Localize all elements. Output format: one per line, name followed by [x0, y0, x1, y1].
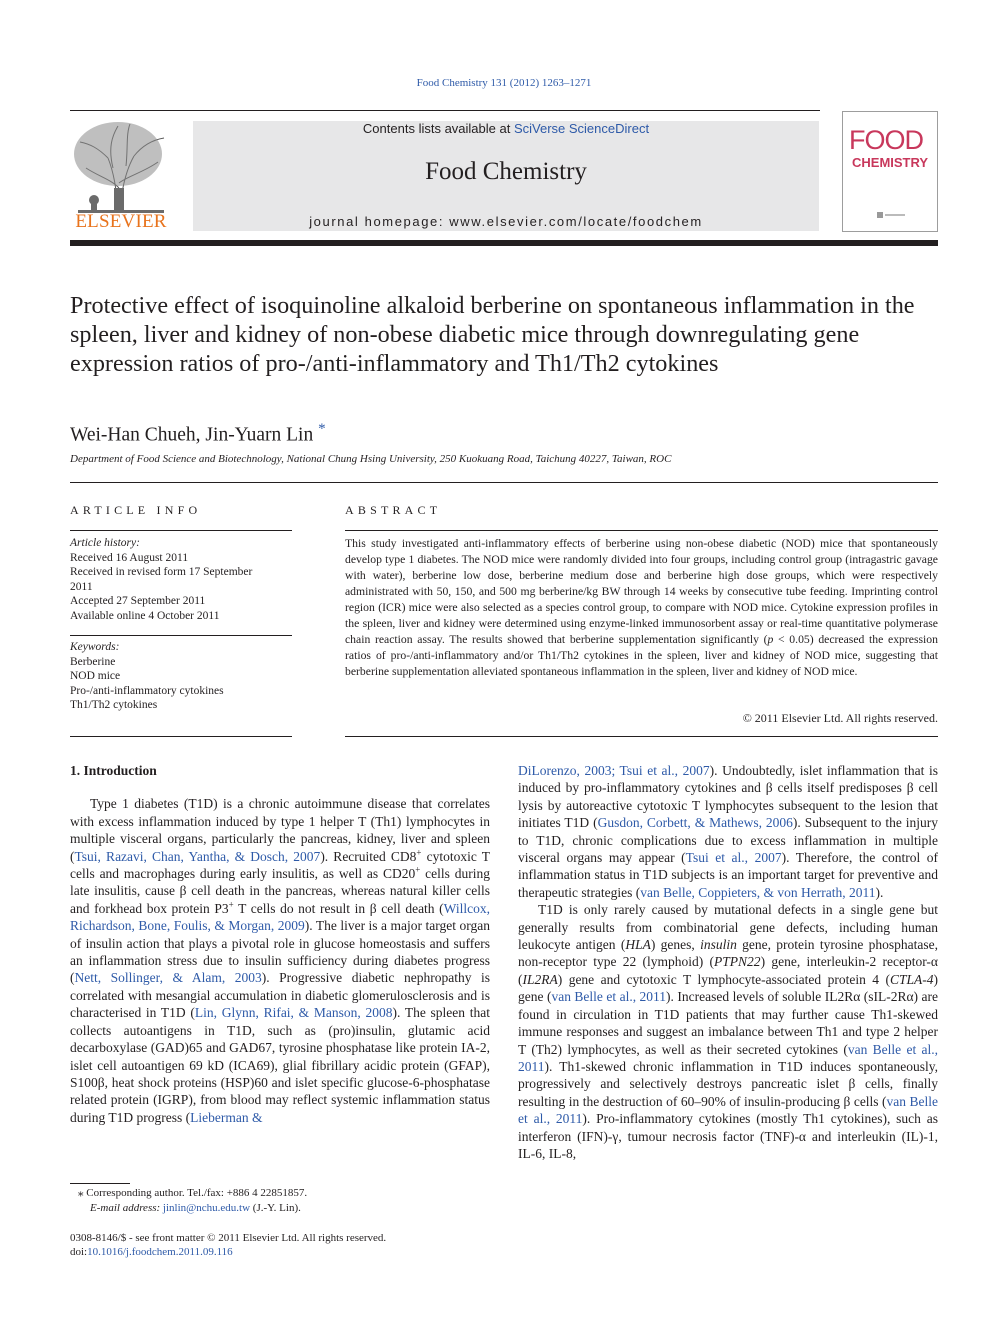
- citation-link[interactable]: Nett, Sollinger, & Alam, 2003: [74, 970, 262, 986]
- paragraph-text: ). Subsequent to the injury to T1D, chronic complications due to excess inflammation in multiple visceral organs may appear (: [518, 815, 938, 866]
- journal-masthead: [193, 121, 819, 231]
- email-footnote: E-mail address: jinlin@nchu.edu.tw (J.-Y. Lin).: [90, 1202, 301, 1214]
- paragraph-text: cytotoxic T cells and macrophages during early insulitis, as well as CD20: [70, 848, 490, 882]
- abstract-copyright: © 2011 Elsevier Ltd. All rights reserved.: [742, 711, 938, 725]
- paragraph-text: ).: [875, 884, 884, 900]
- citation-link[interactable]: Lin, Glynn, Rifai, & Manson, 2008: [194, 1005, 393, 1021]
- citation-link[interactable]: van Belle et al., 2011: [518, 1093, 939, 1127]
- affiliation-rule: [70, 482, 938, 483]
- citation-link[interactable]: DiLorenzo, 2003; Tsui et al., 2007: [518, 763, 710, 778]
- gene-symbol: PTPN22: [714, 954, 761, 970]
- keyword-item: Pro-/anti-inflammatory cytokines: [70, 684, 224, 697]
- article-history: [70, 536, 292, 623]
- corresponding-author-mark[interactable]: *: [318, 421, 326, 437]
- paragraph-text: ). Th1-skewed chronic inflammation in T1D induces spontaneously, progressively and selectively destroys pancreatic islet β cells, finally resulting in the destruction of 60–90% of insulin-producing β cells (: [518, 1058, 938, 1109]
- corresponding-author-footnote: ⁎ Corresponding author. Tel./fax: +886 4 22851857.: [78, 1187, 308, 1199]
- intro-paragraph: [518, 762, 938, 901]
- superscript: +: [415, 864, 421, 875]
- cover-title-chemistry: CHEMISTRY: [852, 155, 929, 170]
- paragraph-text: ) gene and cytotoxic T lymphocyte-associated protein 4 (: [557, 971, 890, 987]
- citation-link[interactable]: van Belle, Coppieters, & von Herrath, 2011: [640, 884, 876, 900]
- paragraph-text: ). The liver is a major target organ of insulin action that plays a pivotal role in glucose homeostasis and suffers an inflammation stress due to insulin sufficiency during diabetes progress (: [70, 918, 490, 986]
- gene-symbol: IL2RA: [522, 971, 558, 987]
- paragraph-text: ). Recruited CD8: [320, 848, 417, 864]
- citation-link[interactable]: Lieberman &: [190, 1109, 263, 1125]
- article-info-rule: [70, 530, 292, 531]
- issn-line: 0308-8146/$ - see front matter © 2011 Elsevier Ltd. All rights reserved.: [70, 1232, 387, 1244]
- intro-paragraph: [518, 901, 938, 1162]
- history-received: Received 16 August 2011: [70, 551, 189, 564]
- article-title: Protective effect of isoquinoline alkaloid berberine on spontaneous inflammation in the spleen, liver and kidney of non-obese diabetic mice through downregulating gene expression ratios of pro-/anti-inflammatory and Th1/Th2 cytokines: [70, 292, 915, 377]
- paragraph-text: cells during late insulitis, cause β cell death in the pancreas, whereas natural killer cells and forkhead box protein P3: [70, 866, 490, 916]
- header-rule: [70, 110, 820, 111]
- paragraph-text: Type 1 diabetes (T1D) is a chronic autoimmune disease that correlates with excess inflammation induced by type 1 helper T (Th1) lymphocytes in multiple visceral organs, particularly the pancreas, kidney, liver and spleen (: [70, 796, 490, 864]
- author-affiliation: Department of Food Science and Biotechnology, National Chung Hsing University, 250 Kuokuang Road, Taichung 40227, Taiwan, ROC: [70, 453, 672, 465]
- paragraph-text: ) gene, interleukin-2 receptor-α (: [518, 954, 938, 987]
- introduction-heading: 1. Introduction: [70, 763, 157, 778]
- citation-link[interactable]: van Belle et al., 2011: [551, 989, 667, 1005]
- keywords-rule: [70, 635, 292, 636]
- doi-line: doi:10.1016/j.foodchem.2011.09.116: [70, 1246, 233, 1258]
- keyword-item: NOD mice: [70, 670, 121, 682]
- paragraph-text: gene, protein tyrosine phosphatase, non-receptor type 22 (lymphoid) (: [518, 937, 938, 970]
- keyword-item: Berberine: [70, 655, 116, 668]
- history-revised: Received in revised form 17 September: [70, 566, 253, 578]
- abstract-heading: ABSTRACT: [345, 503, 442, 517]
- history-accepted: Accepted 27 September 2011: [70, 595, 206, 607]
- paragraph-text: ). Progressive diabetic nephropathy is correlated with mesangial accumulation in diabetic glomerulosclerosis and is characterised in T1D (: [70, 970, 490, 1021]
- keywords-label: Keywords:: [70, 641, 120, 653]
- paragraph-text: ). Increased levels of soluble IL2Rα (sIL-2Rα) are found in circulation in T1D patients that may further cause Th1-skewed immune responses and suggest an imbalance between Th1 and type 2 helper T (Th2) lymphocytes, as well as their secreted cytokines (: [518, 989, 938, 1057]
- contents-available-line: Contents lists available at SciVerse ScienceDirect: [362, 121, 650, 136]
- paragraph-text: ) genes,: [650, 937, 701, 953]
- gene-symbol: CTLA-4: [889, 971, 934, 987]
- history-label: Article history:: [70, 537, 140, 549]
- citation-link[interactable]: Willcox, Richardson, Bone, Foulis, & Morgan, 2009: [70, 900, 490, 934]
- keywords-block: [70, 640, 292, 713]
- superscript: +: [228, 899, 234, 910]
- cover-publisher-icon: [877, 210, 905, 220]
- gene-symbol: insulin: [700, 937, 737, 953]
- paragraph-text: T1D is only rarely caused by mutational defects in a single gene but generally results from combinatorial gene defects, including human leukocyte antigen (: [518, 902, 938, 953]
- journal-homepage[interactable]: journal homepage: www.elsevier.com/locate/foodchem: [309, 214, 703, 229]
- journal-citation[interactable]: Food Chemistry 131 (2012) 1263–1271: [416, 77, 592, 89]
- citation-link[interactable]: Gusdon, Corbett, & Mathews, 2006: [597, 815, 793, 831]
- journal-cover-thumbnail: [842, 111, 938, 232]
- author-email-link[interactable]: jinlin@nchu.edu.tw: [162, 1202, 251, 1214]
- citation-link[interactable]: Tsui, Razavi, Chan, Yantha, & Dosch, 2007: [74, 848, 321, 864]
- info-bottom-rule: [70, 736, 292, 737]
- paragraph-text: ) gene (: [518, 971, 938, 1005]
- history-revised-year: 2011: [70, 580, 93, 593]
- keyword-item: Th1/Th2 cytokines: [70, 699, 158, 711]
- gene-symbol: HLA: [625, 937, 651, 953]
- abstract-rule: [345, 530, 938, 531]
- sciencedirect-link[interactable]: SciVerse ScienceDirect: [513, 121, 650, 136]
- cover-title-food: FOOD: [849, 125, 923, 155]
- elsevier-wordmark: ELSEVIER: [75, 211, 167, 232]
- paragraph-text: ). Pro-inflammatory cytokines (mostly Th1 cytokines), such as interferon (IFN)-γ, tumour necrosis factor (TNF)-α and interleukin (IL)-1, IL-6, IL-8,: [518, 1111, 938, 1161]
- header-thick-rule: [70, 240, 938, 246]
- paragraph-text: ). Therefore, the control of inflammation status in T1D subjects is an important target for preventive and therapeutic strategies (: [518, 850, 938, 900]
- citation-link[interactable]: van Belle et al., 2011: [518, 1041, 938, 1074]
- citation-link[interactable]: Tsui et al., 2007: [685, 850, 782, 866]
- intro-paragraph: [70, 795, 490, 1126]
- paragraph-text: T cells do not result in β cell death (: [233, 900, 444, 916]
- article-info-heading: ARTICLE INFO: [70, 503, 202, 517]
- paragraph-text: ). The spleen that collects autoantigens in T1D, such as (pro)insulin, glutamic acid decarboxylase (GAD)65 and GAD67, tyrosine phosphatase like protein IA-2, islet cell autoantigen 69 kD (ICA69), glial fibrillary acidic protein (GFAP), S100β, heat shock proteins (HSP)60 and islet specific glucose-6-phosphatase related protein (IGRP), from blood may reflect systemic inflammation status during T1D progress (: [70, 1005, 490, 1125]
- doi-link[interactable]: 10.1016/j.foodchem.2011.09.116: [87, 1246, 233, 1258]
- journal-title: Food Chemistry: [425, 158, 587, 185]
- abstract-bottom-rule: [345, 736, 938, 737]
- superscript: +: [416, 847, 422, 858]
- footnote-rule: [70, 1183, 130, 1184]
- body-column-left: [70, 762, 490, 1126]
- author-list: Wei-Han Chueh, Jin-Yuarn Lin *: [70, 421, 326, 446]
- history-online: Available online 4 October 2011: [70, 609, 220, 622]
- paragraph-text: ). Undoubtedly, islet inflammation that is induced by pro-inflammatory cytokines and β cells itself predisposes β cell lysis by autoreactive cytotoxic T lymphocytes subsequent to the lesion that initiates T1D (: [518, 763, 938, 831]
- body-column-right: [518, 762, 938, 1162]
- abstract-text: This study investigated anti-inflammatory effects of berberine using non-obese diabetic (NOD) mice that spontaneously develop type 1 diabetes. The NOD mice were randomly divided into four groups, including control group (intragastric gavage with water), berberine low dose, berberine medium dose and berberine high dose groups, which were respectively administrated with 50, 150, and 500 mg berberine/kg BW through 14 weeks by consecutive tube feeding. Imprinting control region (ICR) mice were also selected as a species control group, to compare with NOD mice. Cytokine expression profiles in the spleen, liver and kidney were determined using enzyme-linked immunosorbent assay or real-time quantitative polymerase chain reaction assay. The results showed that berberine supplementation significantly (p < 0.05) decreased the expression ratios of pro-/anti-inflammatory and/or Th1/Th2 cytokines in the spleen, liver and kidney of NOD mice, suggesting that berberine supplementation alleviated spontaneous inflammation in the spleen, liver and kidney of NOD mice.: [345, 537, 938, 678]
